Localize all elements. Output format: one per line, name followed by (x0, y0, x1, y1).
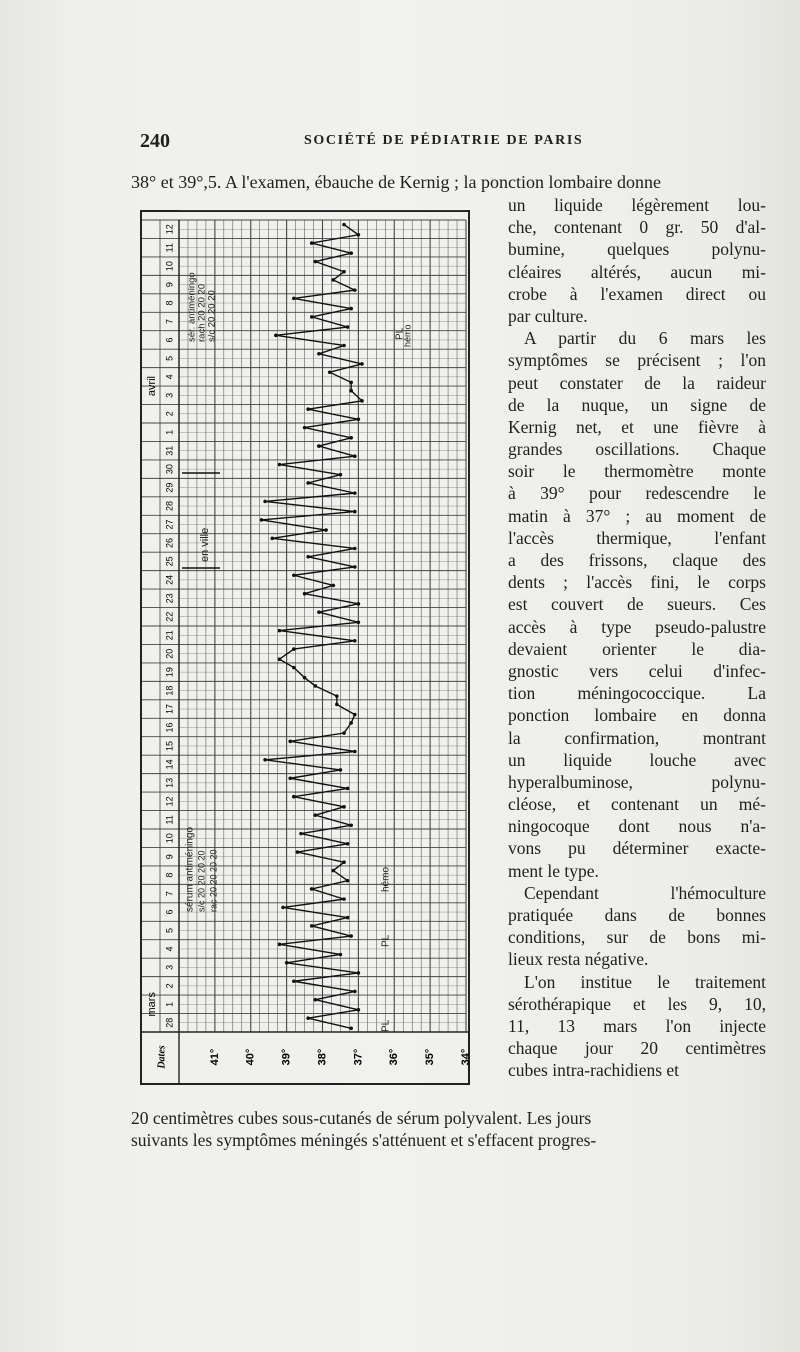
date-label: 4 (164, 946, 175, 952)
text-line: tion méningococcique. La (508, 683, 766, 704)
page-header (140, 130, 740, 154)
text-line: matin à 37° ; au moment de (508, 505, 766, 526)
text-line: 11, 13 mars l'on injecte (508, 1015, 766, 1036)
text-line: hyperalbuminose, polynu- (508, 771, 766, 792)
temperature-point (339, 953, 343, 957)
temperature-point (314, 260, 318, 264)
text-line: accès à type pseudo-palustre (508, 616, 766, 637)
date-label: 27 (164, 519, 175, 530)
temperature-point (342, 731, 346, 735)
date-label: 15 (164, 740, 175, 751)
temperature-point (278, 657, 282, 661)
date-label: 28 (164, 1017, 175, 1028)
date-label: 29 (164, 482, 175, 493)
date-label: 5 (164, 927, 175, 934)
month-label: mars (145, 992, 158, 1017)
text-line: ningocoque dont nous n'a- (508, 816, 766, 837)
text-line: par culture. (508, 305, 588, 326)
temperature-point (292, 795, 296, 799)
text-line: soir le thermomètre monte (508, 461, 766, 482)
date-label: 4 (164, 374, 175, 380)
text-line: la confirmation, montrant (508, 727, 766, 748)
temperature-point (331, 278, 335, 282)
temperature-point (353, 454, 357, 458)
temperature-point (288, 776, 292, 780)
temperature-point (317, 444, 321, 448)
temperature-point (310, 924, 314, 928)
temperature-point (310, 887, 314, 891)
temperature-point (346, 787, 350, 791)
temperature-point (274, 334, 278, 338)
chart-annotation: en ville (198, 527, 211, 562)
temperature-tick-label: 35° (424, 1048, 437, 1066)
date-label: 2 (164, 983, 175, 989)
text-line: ment le type. (508, 860, 599, 881)
temperature-point (263, 758, 267, 762)
temperature-point (292, 573, 296, 577)
date-label: 7 (164, 891, 175, 897)
temperature-point (310, 241, 314, 245)
date-label: 30 (164, 464, 175, 475)
text-line: peut constater de la raideur (508, 372, 766, 393)
date-label: 19 (164, 667, 175, 678)
temperature-point (306, 481, 310, 485)
temperature-point (292, 666, 296, 670)
chart-annotation: PL (380, 934, 392, 947)
text-line: à 39° pour redescendre le (508, 483, 766, 504)
text-line: Cependant l'hémoculture (524, 882, 766, 903)
temperature-point (353, 713, 357, 717)
chart-annotation: rac 20 20 20 20 (208, 849, 219, 912)
month-label: avril (145, 376, 158, 397)
temperature-series-line (262, 225, 362, 1029)
temperature-chart (140, 210, 470, 1085)
temperature-point (360, 362, 364, 366)
chart-annotation: sérum antiméningo (184, 826, 196, 912)
date-label: 17 (164, 704, 175, 715)
temperature-point (278, 463, 282, 467)
running-title: SOCIÉTÉ DE PÉDIATRIE DE PARIS (304, 133, 584, 148)
chart-annotation: s/c 20 20 20 20 (196, 850, 207, 912)
text-line: est couvert de sueurs. Ces (508, 594, 766, 615)
text-line: pratiquée dans de bonnes (508, 905, 766, 925)
temperature-chart-svg (142, 212, 472, 1083)
temperature-point (349, 934, 353, 938)
temperature-point (314, 998, 318, 1002)
temperature-point (292, 297, 296, 301)
text-line: che, contenant 0 gr. 50 d'al- (508, 217, 766, 238)
temperature-point (357, 621, 361, 625)
temperature-point (349, 824, 353, 828)
text-line: un liquide louche avec (508, 749, 766, 770)
temperature-point (310, 315, 314, 319)
date-label: 8 (164, 300, 175, 306)
temperature-point (346, 325, 350, 329)
temperature-point (342, 270, 346, 274)
page-number: 240 (140, 130, 170, 152)
date-label: 31 (164, 445, 175, 456)
temperature-point (278, 943, 282, 947)
date-label: 11 (164, 243, 175, 253)
text-line: gnostic vers celui d'infec- (508, 660, 766, 681)
chart-annotation: hémo (380, 866, 392, 892)
date-label: 25 (164, 556, 175, 567)
temperature-point (263, 500, 267, 504)
text-line: A partir du 6 mars les (524, 328, 766, 349)
temperature-point (342, 223, 346, 227)
date-label: 22 (164, 611, 175, 622)
temperature-point (339, 768, 343, 772)
temperature-tick-label: 36° (388, 1048, 401, 1066)
temperature-point (317, 610, 321, 614)
bottom-text (131, 1107, 596, 1151)
temperature-point (296, 850, 300, 854)
text-line: bumine, quelques polynu- (508, 239, 766, 260)
text-line: conditions, sur de bons mi- (508, 927, 766, 948)
date-label: 23 (164, 593, 175, 604)
first-paragraph-line: 38° et 39°,5. A l'examen, ébauche de Kernig ; la ponction lombaire donne (131, 172, 661, 192)
text-line: vons pu déterminer exacte- (508, 838, 766, 859)
text-line: cléose, et contenant un mé- (508, 794, 766, 815)
text-line: Kernig net, et une fièvre à (508, 416, 766, 437)
temperature-point (342, 897, 346, 901)
temperature-point (349, 307, 353, 311)
temperature-tick-label: 40° (244, 1048, 257, 1066)
date-label: 21 (164, 630, 175, 641)
temperature-point (317, 352, 321, 356)
date-label: 10 (164, 833, 175, 844)
date-label: 6 (164, 909, 175, 915)
temperature-point (346, 842, 350, 846)
temperature-point (292, 647, 296, 651)
text-line: symptômes se précisent ; l'on (508, 350, 766, 371)
text-line: grandes oscillations. Chaque (508, 439, 766, 460)
date-label: 11 (164, 815, 175, 825)
temperature-point (306, 1016, 310, 1020)
date-label: 8 (164, 872, 175, 878)
chart-annotation: hémo (402, 324, 413, 347)
temperature-point (331, 584, 335, 588)
temperature-point (342, 344, 346, 348)
temperature-tick-label: 34° (459, 1048, 472, 1066)
temperature-point (357, 418, 361, 422)
temperature-point (281, 906, 285, 910)
date-label: 2 (164, 411, 175, 417)
temperature-point (349, 436, 353, 440)
temperature-point (360, 399, 364, 403)
text-line: 20 centimètres cubes sous-cutanés de sérum polyvalent. Les jours (131, 1108, 592, 1128)
temperature-point (303, 676, 307, 680)
temperature-tick-label: 37° (352, 1048, 365, 1066)
temperature-point (328, 370, 332, 374)
temperature-point (353, 288, 357, 292)
chart-annotation: PL (380, 1019, 392, 1032)
temperature-point (335, 694, 339, 698)
dates-header: Dates (156, 1045, 168, 1069)
text-line: L'on institue le traitement (524, 971, 766, 992)
text-line: de la nuque, un signe de (508, 394, 766, 415)
temperature-point (357, 602, 361, 606)
temperature-point (278, 629, 282, 633)
temperature-point (349, 389, 353, 393)
temperature-point (357, 1008, 361, 1012)
temperature-tick-label: 39° (280, 1048, 293, 1066)
text-line: ponction lombaire en donna (508, 705, 766, 726)
text-line: un liquide légèrement lou- (508, 195, 766, 215)
temperature-point (306, 407, 310, 411)
date-label: 1 (164, 429, 175, 435)
date-label: 24 (164, 574, 175, 585)
text-line: suivants les symptômes méningés s'atténuent et s'effacent progres- (131, 1130, 597, 1151)
temperature-point (270, 537, 274, 541)
temperature-point (260, 518, 264, 522)
date-label: 10 (164, 261, 175, 272)
temperature-point (357, 233, 361, 237)
date-label: 7 (164, 318, 175, 325)
chart-annotation: sér. antiméningo (186, 272, 198, 342)
date-label: 16 (164, 722, 175, 733)
text-line: l'accès thermique, l'enfant (508, 527, 766, 548)
chart-annotation: PL (394, 327, 406, 340)
temperature-point (349, 721, 353, 725)
text-line: chaque jour 20 centimètres (508, 1038, 766, 1059)
text-line: a des frissons, claque des (508, 550, 766, 570)
temperature-point (331, 869, 335, 873)
temperature-point (349, 1027, 353, 1031)
temperature-point (353, 750, 357, 754)
temperature-point (314, 684, 318, 688)
temperature-point (324, 528, 328, 532)
chart-annotation: s/c 20 20 20 (206, 290, 218, 342)
text-line: lieux resta négative. (508, 949, 649, 970)
date-label: 14 (164, 759, 175, 770)
temperature-point (346, 916, 350, 920)
temperature-point (288, 740, 292, 744)
temperature-point (299, 832, 303, 836)
date-label: 12 (164, 224, 175, 235)
temperature-point (303, 592, 307, 596)
temperature-point (346, 879, 350, 883)
date-label: 20 (164, 648, 175, 659)
temperature-point (285, 961, 289, 965)
temperature-point (353, 639, 357, 643)
temperature-point (353, 547, 357, 551)
date-label: 26 (164, 537, 175, 548)
text-line: cléaires altérés, aucun mi- (508, 261, 766, 282)
temperature-point (353, 491, 357, 495)
date-label: 12 (164, 796, 175, 807)
temperature-point (292, 979, 296, 983)
date-label: 18 (164, 685, 175, 696)
temperature-point (353, 510, 357, 514)
temperature-point (306, 555, 310, 559)
date-label: 3 (164, 964, 175, 970)
date-label: 9 (164, 282, 175, 288)
temperature-tick-label: 38° (316, 1048, 329, 1066)
temperature-point (353, 990, 357, 994)
date-label: 13 (164, 777, 175, 788)
temperature-point (314, 813, 318, 817)
text-line: sérothérapique et les 9, 10, (508, 993, 766, 1014)
date-label: 3 (164, 392, 175, 398)
temperature-point (339, 473, 343, 477)
date-label: 6 (164, 337, 175, 343)
date-label: 28 (164, 501, 175, 512)
temperature-point (357, 971, 361, 975)
text-line: dents ; l'accès fini, le corps (508, 572, 766, 593)
temperature-point (335, 703, 339, 707)
temperature-tick-label: 41° (208, 1048, 221, 1066)
temperature-point (303, 426, 307, 430)
temperature-point (353, 565, 357, 569)
right-text-column (508, 194, 766, 1082)
temperature-point (342, 805, 346, 809)
date-label: 9 (164, 854, 175, 860)
temperature-point (342, 860, 346, 864)
date-label: 5 (164, 355, 175, 361)
text-line: crobe à l'examen direct ou (508, 283, 766, 304)
date-label: 1 (164, 1001, 175, 1007)
temperature-point (349, 251, 353, 255)
temperature-point (349, 381, 353, 385)
text-line: cubes intra-rachidiens et (508, 1060, 680, 1081)
text-line: devaient orienter le dia- (508, 638, 766, 659)
chart-annotation: rach 20 20 20 (196, 283, 208, 342)
